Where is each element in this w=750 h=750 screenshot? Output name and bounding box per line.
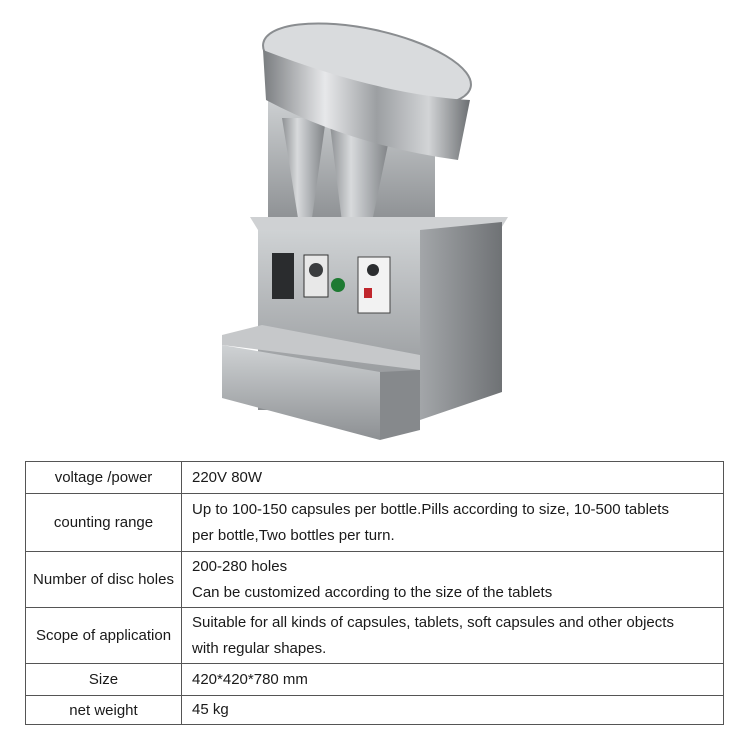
green-button [331,278,345,292]
switch-plate [272,253,294,299]
spec-row [26,462,724,494]
spec-label: Scope of application [26,608,182,664]
tray-side [380,370,420,440]
spec-value-line: Can be customized according to the size of the tablets [192,583,553,601]
spec-value-line: with regular shapes. [192,639,327,657]
spec-row [26,664,724,696]
spec-value [182,608,724,664]
spec-row [26,494,724,552]
spec-value-line: 200-280 holes [192,557,288,575]
spec-value-line: 45 kg [192,701,229,718]
spec-value [182,462,724,494]
spec-label: Number of disc holes [26,552,182,608]
spec-value [182,494,724,552]
spec-label: counting range [26,494,182,552]
spec-value-line: 220V 80W [192,468,263,486]
spec-value-line: Suitable for all kinds of capsules, tablets, soft capsules and other objects [192,613,674,631]
specs-table [25,461,724,725]
spec-value-line: per bottle,Two bottles per turn. [192,526,395,544]
spec-label: Size [26,664,182,696]
speed-knob [367,264,379,276]
timer-knob [309,263,323,277]
spec-value-line: Up to 100-150 capsules per bottle.Pills according to size, 10-500 tablets [192,500,669,518]
side-panel [420,222,502,420]
spec-label: net weight [26,696,182,725]
spec-row [26,552,724,608]
spec-row [26,696,724,725]
spec-value [182,552,724,608]
spec-value [182,696,724,725]
spec-value-line: 420*420*780 mm [192,670,308,688]
red-switch [364,288,372,298]
spec-row [26,608,724,664]
spec-label: voltage /power [26,462,182,494]
spec-value [182,664,724,696]
